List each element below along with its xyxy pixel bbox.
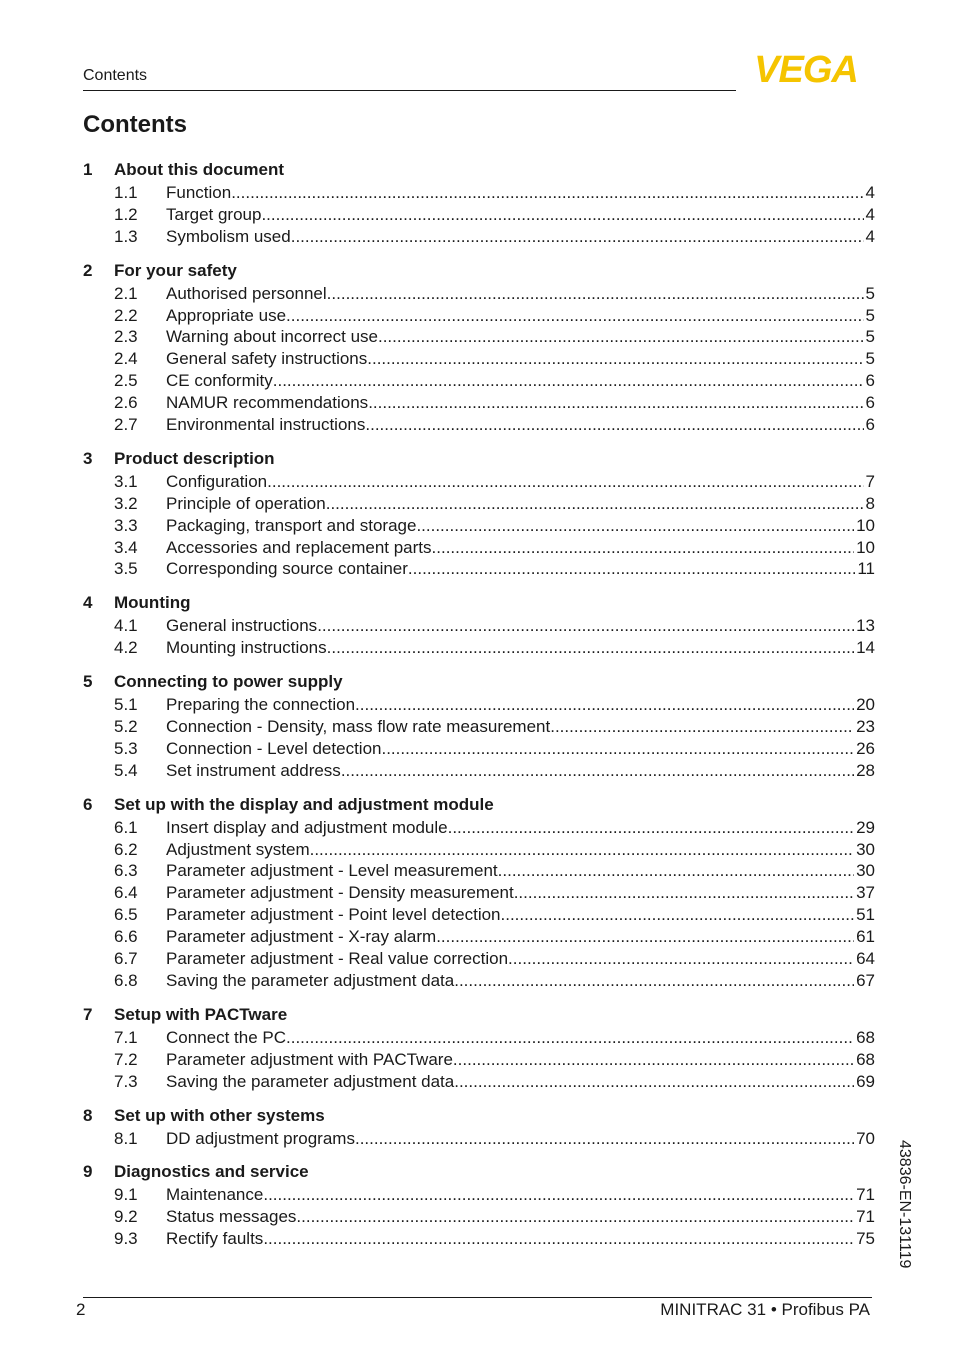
dot-leader <box>286 305 864 327</box>
section-title: About this document <box>114 160 284 179</box>
entry-number: 5.1 <box>114 695 138 715</box>
toc-entry[interactable] <box>83 839 875 861</box>
entry-page: 6 <box>865 371 875 391</box>
entry-title: Connection - Level detection <box>166 738 382 758</box>
toc-entry[interactable] <box>83 493 875 515</box>
dot-leader <box>296 1206 854 1228</box>
entry-title: DD adjustment programs <box>166 1128 355 1148</box>
toc-entry[interactable] <box>83 760 875 782</box>
entry-page: 28 <box>856 760 875 780</box>
entry-page: 67 <box>856 970 875 990</box>
entry-title: CE conformity <box>166 371 273 391</box>
toc-entry[interactable] <box>83 537 875 559</box>
entry-page: 10 <box>856 515 875 535</box>
entry-page: 29 <box>856 817 875 837</box>
entry-title: Status messages <box>166 1207 297 1227</box>
toc-section <box>83 158 875 248</box>
entry-number: 1.3 <box>114 226 138 246</box>
dot-leader <box>291 226 864 248</box>
header-divider <box>83 90 736 91</box>
entry-number: 2.5 <box>114 371 138 391</box>
entry-number: 7.2 <box>114 1049 138 1069</box>
dot-leader <box>355 694 854 716</box>
toc-section <box>83 447 875 580</box>
toc-entry[interactable] <box>83 694 875 716</box>
document-code: 43836-EN-131119 <box>896 1140 913 1269</box>
entry-title: General instructions <box>166 616 318 636</box>
entry-title: Target group <box>166 204 262 224</box>
entry-page: 69 <box>856 1071 875 1091</box>
section-title: Set up with the display and adjustment module <box>114 794 494 814</box>
toc-entry[interactable] <box>83 1071 875 1093</box>
section-number: 8 <box>83 1105 93 1125</box>
entry-page: 51 <box>856 905 875 925</box>
entry-number: 2.6 <box>114 393 138 413</box>
toc-section-heading[interactable] <box>83 447 875 471</box>
entry-page: 30 <box>856 861 875 881</box>
toc-section <box>83 1003 875 1093</box>
entry-page: 10 <box>856 537 875 557</box>
toc-entry[interactable] <box>83 326 875 348</box>
entry-number: 9.1 <box>114 1185 138 1205</box>
entry-number: 3.2 <box>114 493 138 513</box>
toc-entry[interactable] <box>83 1206 875 1228</box>
entry-title: Parameter adjustment with PACTware <box>166 1049 453 1069</box>
entry-page: 23 <box>856 717 875 737</box>
entry-number: 2.4 <box>114 349 138 369</box>
section-number: 1 <box>83 160 93 179</box>
entry-title: Environmental instructions <box>166 415 366 435</box>
entry-number: 1.2 <box>114 204 138 224</box>
dot-leader <box>231 182 863 204</box>
vega-logo <box>741 52 872 84</box>
entry-title: Packaging, transport and storage <box>166 515 417 535</box>
entry-number: 4.1 <box>114 616 138 636</box>
entry-page: 13 <box>856 616 875 636</box>
entry-title: Preparing the connection <box>166 695 356 715</box>
entry-title: Insert display and adjustment module <box>166 817 448 837</box>
toc-entry[interactable] <box>83 615 875 637</box>
entry-page: 26 <box>856 738 875 758</box>
toc-entry[interactable] <box>83 392 875 414</box>
entry-number: 6.1 <box>114 817 138 837</box>
toc-section-heading[interactable] <box>83 1160 875 1184</box>
dot-leader <box>432 537 855 559</box>
toc-section <box>83 670 875 782</box>
entry-number: 3.3 <box>114 515 138 535</box>
entry-number: 3.5 <box>114 559 138 579</box>
entry-number: 6.6 <box>114 927 138 947</box>
dot-leader <box>508 948 854 970</box>
entry-number: 6.5 <box>114 905 138 925</box>
dot-leader <box>448 817 854 839</box>
entry-page: 4 <box>865 183 875 202</box>
entry-title: Rectify faults <box>166 1229 264 1249</box>
toc-entry[interactable] <box>83 348 875 370</box>
toc-entry[interactable] <box>83 1228 875 1250</box>
entry-title: Corresponding source container <box>166 559 408 579</box>
dot-leader <box>327 637 854 659</box>
table-of-contents <box>83 158 875 1261</box>
entry-page: 68 <box>856 1027 875 1047</box>
toc-section-heading[interactable] <box>83 259 875 283</box>
entry-page: 5 <box>865 305 875 325</box>
section-title: Setup with PACTware <box>114 1004 288 1024</box>
entry-page: 61 <box>856 927 875 947</box>
entry-title: Parameter adjustment - Real value correction <box>166 949 509 969</box>
section-number: 2 <box>83 260 93 280</box>
entry-number: 6.8 <box>114 970 138 990</box>
dot-leader <box>273 370 864 392</box>
entry-page: 4 <box>865 226 875 246</box>
entry-number: 9.3 <box>114 1229 138 1249</box>
entry-page: 75 <box>856 1229 875 1249</box>
toc-section-heading[interactable] <box>83 1003 875 1027</box>
entry-title: Saving the parameter adjustment data <box>166 970 455 990</box>
section-number: 9 <box>83 1162 93 1182</box>
entry-number: 2.7 <box>114 415 138 435</box>
dot-leader <box>368 392 863 414</box>
entry-page: 4 <box>865 204 875 224</box>
dot-leader <box>436 926 854 948</box>
dot-leader <box>263 1184 854 1206</box>
section-title: Mounting <box>114 593 191 613</box>
dot-leader <box>498 860 854 882</box>
running-header: Contents <box>83 67 148 84</box>
entry-page: 5 <box>865 327 875 347</box>
dot-leader <box>501 904 855 926</box>
dot-leader <box>381 738 854 760</box>
entry-number: 2.1 <box>114 283 138 303</box>
toc-entry[interactable] <box>83 926 875 948</box>
toc-entry[interactable] <box>83 226 875 248</box>
entry-number: 5.2 <box>114 717 138 737</box>
toc-section-heading[interactable] <box>83 1104 875 1128</box>
entry-number: 9.2 <box>114 1207 138 1227</box>
dot-leader <box>355 1128 854 1150</box>
entry-number: 6.7 <box>114 949 138 969</box>
entry-title: Function <box>166 183 232 202</box>
entry-number: 6.4 <box>114 883 138 903</box>
entry-title: Principle of operation <box>166 493 326 513</box>
section-number: 5 <box>83 672 93 692</box>
entry-number: 3.4 <box>114 537 138 557</box>
toc-section <box>83 1160 875 1250</box>
entry-page: 6 <box>865 393 875 413</box>
entry-number: 4.2 <box>114 638 138 658</box>
entry-page: 5 <box>865 283 875 303</box>
toc-section <box>83 591 875 659</box>
footer-divider <box>83 1297 872 1298</box>
toc-entry[interactable] <box>83 1027 875 1049</box>
entry-title: NAMUR recommendations <box>166 393 369 413</box>
entry-number: 6.3 <box>114 861 138 881</box>
page-title: Contents <box>83 111 187 138</box>
entry-number: 3.1 <box>114 471 138 491</box>
entry-page: 8 <box>865 493 875 513</box>
toc-section <box>83 1104 875 1150</box>
entry-title: Adjustment system <box>166 839 310 859</box>
toc-section <box>83 793 875 992</box>
dot-leader <box>327 283 864 305</box>
entry-title: Symbolism used <box>166 226 291 246</box>
section-title: Connecting to power supply <box>114 672 343 692</box>
dot-leader <box>365 414 863 436</box>
entry-title: Connection - Density, mass flow rate measurement <box>166 717 551 737</box>
toc-entry[interactable] <box>83 558 875 580</box>
dot-leader <box>454 970 854 992</box>
toc-entry[interactable] <box>83 204 875 226</box>
dot-leader <box>261 204 863 226</box>
dot-leader <box>454 1071 854 1093</box>
section-number: 4 <box>83 593 93 613</box>
dot-leader <box>378 326 864 348</box>
dot-leader <box>326 493 864 515</box>
entry-number: 6.2 <box>114 839 138 859</box>
entry-title: Set instrument address <box>166 760 341 780</box>
entry-title: Authorised personnel <box>166 283 327 303</box>
entry-title: Configuration <box>166 471 268 491</box>
dot-leader <box>408 558 855 580</box>
entry-number: 8.1 <box>114 1128 138 1148</box>
toc-section-heading[interactable] <box>83 591 875 615</box>
entry-number: 2.2 <box>114 305 138 325</box>
dot-leader <box>317 615 854 637</box>
dot-leader <box>267 471 863 493</box>
entry-page: 6 <box>865 415 875 435</box>
entry-page: 14 <box>856 638 875 658</box>
dot-leader <box>514 882 854 904</box>
dot-leader <box>367 348 863 370</box>
entry-page: 5 <box>865 349 875 369</box>
dot-leader <box>550 716 854 738</box>
entry-number: 1.1 <box>114 183 138 202</box>
dot-leader <box>286 1027 854 1049</box>
section-number: 6 <box>83 794 93 814</box>
entry-page: 70 <box>856 1128 875 1148</box>
entry-title: Mounting instructions <box>166 638 327 658</box>
svg-text:VEGA: VEGA <box>754 52 858 84</box>
entry-title: Parameter adjustment - X-ray alarm <box>166 927 437 947</box>
toc-entry[interactable] <box>83 970 875 992</box>
toc-section-heading[interactable] <box>83 670 875 694</box>
entry-title: Connect the PC <box>166 1027 287 1047</box>
section-number: 3 <box>83 448 93 468</box>
toc-entry[interactable] <box>83 1128 875 1150</box>
toc-entry[interactable] <box>83 471 875 493</box>
toc-entry[interactable] <box>83 1049 875 1071</box>
entry-page: 64 <box>856 949 875 969</box>
entry-number: 5.3 <box>114 738 138 758</box>
entry-number: 2.3 <box>114 327 138 347</box>
dot-leader <box>263 1228 854 1250</box>
toc-entry[interactable] <box>83 182 875 204</box>
entry-number: 5.4 <box>114 760 138 780</box>
section-title: Product description <box>114 448 275 468</box>
entry-title: Saving the parameter adjustment data <box>166 1071 455 1091</box>
entry-page: 30 <box>856 839 875 859</box>
section-title: Set up with other systems <box>114 1105 325 1125</box>
entry-title: Maintenance <box>166 1185 264 1205</box>
entry-title: General safety instructions <box>166 349 368 369</box>
entry-number: 7.3 <box>114 1071 138 1091</box>
dot-leader <box>416 515 854 537</box>
toc-entry[interactable] <box>83 370 875 392</box>
section-title: For your safety <box>114 260 237 280</box>
toc-entry[interactable] <box>83 305 875 327</box>
toc-entry[interactable] <box>83 515 875 537</box>
toc-section-heading[interactable] <box>83 793 875 817</box>
entry-page: 20 <box>856 695 875 715</box>
entry-title: Parameter adjustment - Point level detection <box>166 905 501 925</box>
toc-entry[interactable] <box>83 1184 875 1206</box>
toc-entry[interactable] <box>83 904 875 926</box>
toc-entry[interactable] <box>83 882 875 904</box>
toc-section-heading[interactable] <box>83 158 875 182</box>
toc-entry[interactable] <box>83 817 875 839</box>
toc-section <box>83 259 875 436</box>
entry-page: 7 <box>865 471 875 491</box>
entry-page: 71 <box>856 1185 875 1205</box>
toc-entry[interactable] <box>83 414 875 436</box>
toc-entry[interactable] <box>83 738 875 760</box>
toc-entry[interactable] <box>83 283 875 305</box>
entry-title: Appropriate use <box>166 305 287 325</box>
entry-title: Parameter adjustment - Level measurement <box>166 861 498 881</box>
entry-title: Warning about incorrect use <box>166 327 378 347</box>
section-number: 7 <box>83 1004 93 1024</box>
toc-entry[interactable] <box>83 637 875 659</box>
footer-product-name: MINITRAC 31 • Profibus PA <box>660 1300 870 1319</box>
entry-page: 71 <box>856 1207 875 1227</box>
dot-leader <box>310 839 854 861</box>
entry-number: 7.1 <box>114 1027 138 1047</box>
dot-leader <box>453 1049 854 1071</box>
toc-entry[interactable] <box>83 716 875 738</box>
entry-page: 37 <box>856 883 875 903</box>
toc-entry[interactable] <box>83 860 875 882</box>
entry-title: Parameter adjustment - Density measurement <box>166 883 514 903</box>
toc-entry[interactable] <box>83 948 875 970</box>
entry-page: 11 <box>857 559 875 579</box>
section-title: Diagnostics and service <box>114 1162 309 1182</box>
dot-leader <box>341 760 854 782</box>
entry-page: 68 <box>856 1049 875 1069</box>
entry-title: Accessories and replacement parts <box>166 537 432 557</box>
footer-page-number: 2 <box>76 1300 86 1319</box>
